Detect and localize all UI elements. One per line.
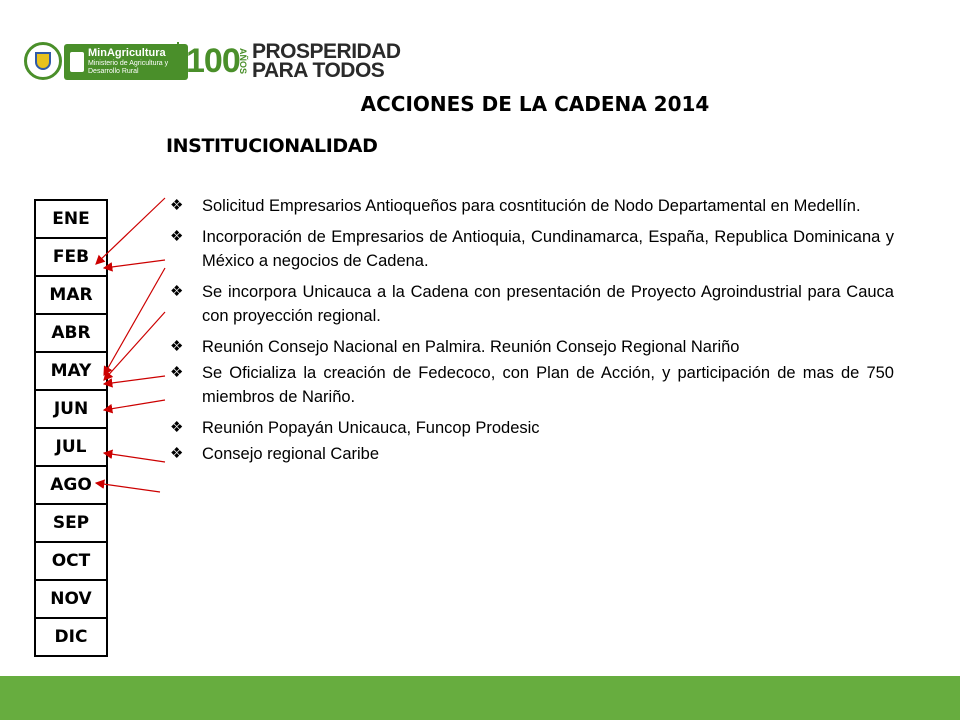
- month-cell: SEP: [35, 504, 107, 542]
- month-cell: MAY: [35, 352, 107, 390]
- list-item: ❖ Se Oficializa la creación de Fedecoco, con Plan de Acción, y participación de mas de 750 miembros de Nariño.: [170, 361, 894, 409]
- month-cell: AGO: [35, 466, 107, 504]
- arrow-line: [104, 453, 165, 462]
- arrow-line: [104, 260, 165, 268]
- list-item: ❖ Reunión Popayán Unicauca, Funcop Prodesic: [170, 416, 894, 440]
- list-item: ❖ Solicitud Empresarios Antioqueños para cosntitución de Nodo Departamental en Medellín.: [170, 194, 894, 218]
- month-cell: DIC: [35, 618, 107, 656]
- prosperidad-logo: [252, 42, 401, 80]
- centenary-word: AÑOS: [238, 48, 248, 75]
- arrow-line: [104, 268, 165, 375]
- ministry-subname: Ministerio de Agricultura y Desarrollo Rural: [88, 60, 169, 75]
- diamond-bullet-icon: ❖: [170, 419, 184, 436]
- list-item: ❖ Incorporación de Empresarios de Antioquia, Cundinamarca, España, Republica Dominicana y México a negocios de Cadena.: [170, 225, 894, 273]
- diamond-bullet-icon: ❖: [170, 364, 184, 381]
- month-cell: ENE: [35, 200, 107, 238]
- list-item: ❖ Se incorpora Unicauca a la Cadena con presentación de Proyecto Agroindustrial para Cauca con proyección regional.: [170, 280, 894, 328]
- arrow-line: [104, 400, 165, 410]
- coat-of-arms-icon: [24, 42, 62, 80]
- month-cell: NOV: [35, 580, 107, 618]
- month-cell: JUL: [35, 428, 107, 466]
- centenary-number: 100: [186, 42, 240, 80]
- arrow-line: [104, 312, 165, 380]
- month-cell: OCT: [35, 542, 107, 580]
- page-title: ACCIONES DE LA CADENA 2014: [360, 92, 710, 116]
- ministry-name: MinAgricultura: [88, 47, 166, 59]
- slogan-line-2: PARA TODOS: [252, 59, 385, 82]
- diamond-bullet-icon: ❖: [170, 338, 184, 355]
- section-subtitle: INSTITUCIONALIDAD: [166, 135, 378, 157]
- minagricultura-logo: [24, 42, 168, 82]
- ministry-badge: [64, 44, 188, 80]
- action-list: [170, 194, 894, 473]
- slogan-line-1: PROSPERIDAD: [252, 40, 401, 63]
- diamond-bullet-icon: ❖: [170, 283, 184, 300]
- month-cell: FEB: [35, 238, 107, 276]
- footer-bar: [0, 676, 960, 720]
- diamond-bullet-icon: ❖: [170, 228, 184, 245]
- month-table: [34, 199, 108, 657]
- diamond-bullet-icon: ❖: [170, 445, 184, 462]
- month-cell: ABR: [35, 314, 107, 352]
- arrow-line: [104, 376, 165, 384]
- diamond-bullet-icon: ❖: [170, 197, 184, 214]
- month-cell: JUN: [35, 390, 107, 428]
- list-item: ❖ Consejo regional Caribe: [170, 442, 894, 466]
- list-item: ❖ Reunión Consejo Nacional en Palmira. Reunión Consejo Regional Nariño: [170, 335, 894, 359]
- month-cell: MAR: [35, 276, 107, 314]
- logo-divider: [177, 42, 179, 80]
